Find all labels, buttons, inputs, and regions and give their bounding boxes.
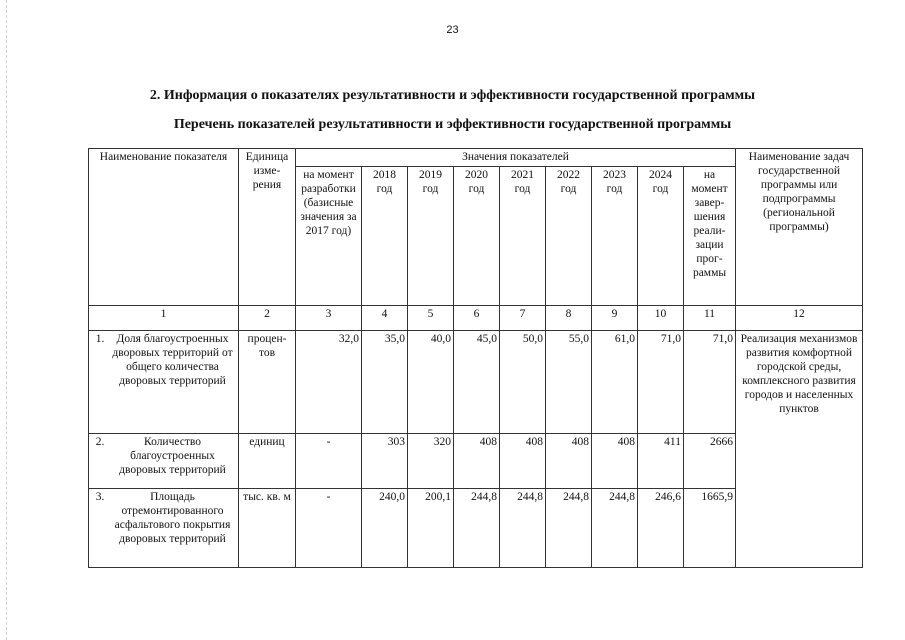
header-col-2018: 2018 год [362, 167, 408, 306]
indicators-table [88, 148, 863, 568]
indicator-name-text: Площадь отремонтированного асфальтового покрытия дворовых территорий [114, 491, 231, 545]
row-index: 3. [95, 491, 105, 503]
header-col-2022: 2022 год [546, 167, 592, 306]
value-2023: 408 [592, 434, 638, 489]
value-final: 1665,9 [684, 489, 736, 568]
column-number: 10 [638, 306, 684, 331]
value-base: 32,0 [296, 331, 362, 434]
value-2019: 320 [408, 434, 454, 489]
page-number: 23 [446, 24, 459, 36]
value-final: 71,0 [684, 331, 736, 434]
value-2024: 411 [638, 434, 684, 489]
column-number: 1 [89, 306, 239, 331]
column-number: 5 [408, 306, 454, 331]
value-2021: 50,0 [500, 331, 546, 434]
value-2024: 71,0 [638, 331, 684, 434]
value-2020: 45,0 [454, 331, 500, 434]
header-col-2023: 2023 год [592, 167, 638, 306]
indicator-name-text: Доля благоустроенных дворовых территорий от общего количества дворовых территорий [112, 333, 233, 387]
value-2018: 240,0 [362, 489, 408, 568]
value-2022: 55,0 [546, 331, 592, 434]
indicator-unit: тыс. кв. м [239, 489, 296, 568]
table-caption: Перечень показателей результативности и эффективности государственной программы [173, 117, 732, 132]
value-2023: 244,8 [592, 489, 638, 568]
value-2020: 244,8 [454, 489, 500, 568]
header-tasks: Наименование задач государственной программы или подпрограммы (региональной программы) [736, 149, 863, 306]
row-index: 1. [95, 333, 105, 345]
value-2019: 40,0 [408, 331, 454, 434]
column-number: 12 [736, 306, 863, 331]
value-2018: 35,0 [362, 331, 408, 434]
task-description: Реализация механизмов развития комфортной городской среды, комплексного развития городов и населенных пунктов [736, 331, 863, 568]
header-name: Наименование показателя [89, 149, 239, 306]
section-heading: 2. Информация о показателях результативности и эффективности государственной программы [149, 88, 756, 103]
column-number: 2 [239, 306, 296, 331]
header-col-2024: 2024 год [638, 167, 684, 306]
indicator-name-text: Количество благоустроенных дворовых территорий [119, 436, 226, 476]
header-col-base: на момент разработки (базисные значения за 2017 год) [296, 167, 362, 306]
column-number: 9 [592, 306, 638, 331]
indicator-name [89, 434, 239, 489]
indicator-name [89, 331, 239, 434]
header-col-final: на момент завер-шения реали-зации прог-раммы [684, 167, 736, 306]
header-col-2020: 2020 год [454, 167, 500, 306]
value-2024: 246,6 [638, 489, 684, 568]
column-number: 6 [454, 306, 500, 331]
value-2022: 244,8 [546, 489, 592, 568]
column-number: 3 [296, 306, 362, 331]
value-base: - [296, 489, 362, 568]
header-col-2021: 2021 год [500, 167, 546, 306]
column-number-row [89, 306, 863, 331]
value-2021: 408 [500, 434, 546, 489]
value-2020: 408 [454, 434, 500, 489]
value-2022: 408 [546, 434, 592, 489]
indicator-unit: процен-тов [239, 331, 296, 434]
column-number: 7 [500, 306, 546, 331]
value-2019: 200,1 [408, 489, 454, 568]
column-number: 4 [362, 306, 408, 331]
header-row [89, 149, 863, 167]
indicator-name [89, 489, 239, 568]
header-values-group: Значения показателей [296, 149, 736, 167]
header-unit: Единица изме-рения [239, 149, 296, 306]
value-final: 2666 [684, 434, 736, 489]
value-2021: 244,8 [500, 489, 546, 568]
column-number: 8 [546, 306, 592, 331]
column-number: 11 [684, 306, 736, 331]
header-col-2019: 2019 год [408, 167, 454, 306]
indicator-unit: единиц [239, 434, 296, 489]
value-2023: 61,0 [592, 331, 638, 434]
value-2018: 303 [362, 434, 408, 489]
value-base: - [296, 434, 362, 489]
row-index: 2. [95, 436, 105, 448]
table-row [89, 331, 863, 434]
